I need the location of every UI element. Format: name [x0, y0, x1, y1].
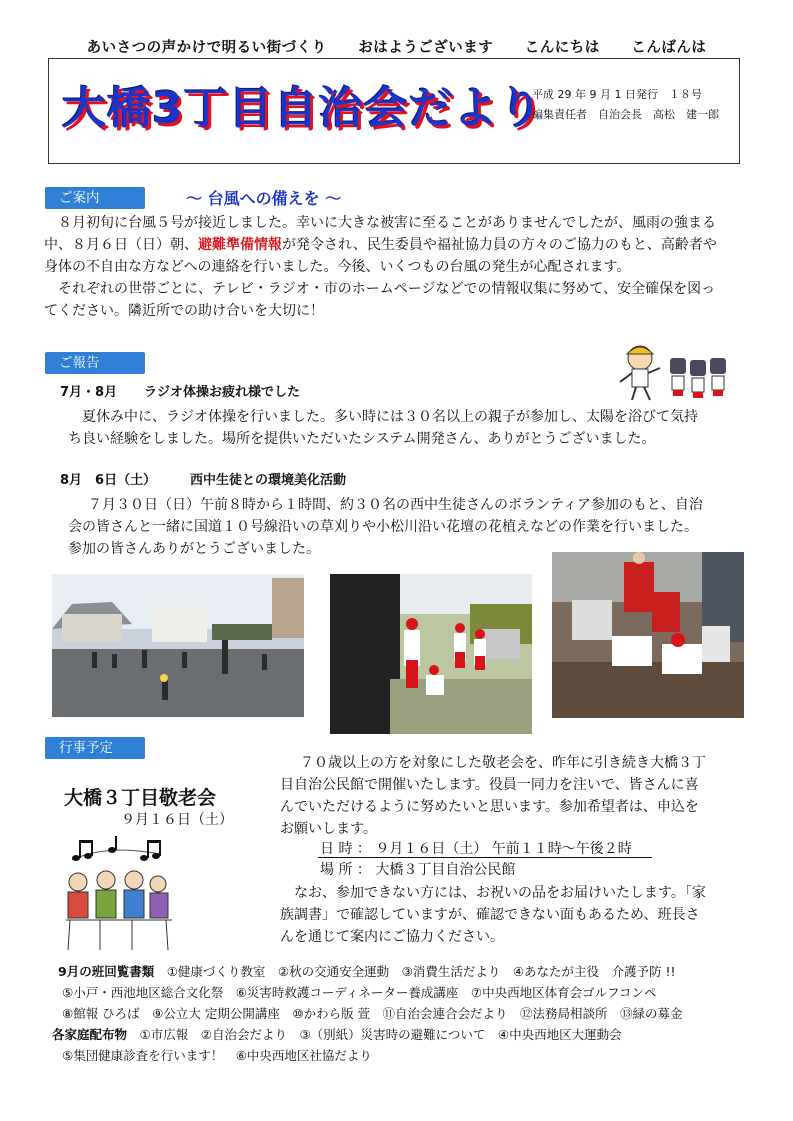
report-item1-line1: 夏休み中に、ラジオ体操を行いました。多い時には３０名以上の親子が参加し、太陽を浴びて気持	[82, 409, 698, 425]
event-line3: んでいただけるように努めたいと思います。参加希望者は、申込を	[280, 799, 699, 815]
event-body	[272, 752, 742, 840]
report-item2-line2: 会の皆さんと一緒に国道１０号線沿いの草刈りや小松川沿い花壇の花植えなどの作業を行いました。	[68, 519, 698, 535]
section-label-event: 行事予定	[45, 737, 145, 759]
event-when: 日 時 ： ９月１６日（土） 午前１１時～午後２時	[320, 841, 632, 857]
report-item1-date: 7月・8月	[60, 385, 118, 400]
section-label-report: ご報告	[45, 352, 145, 374]
notice-body	[44, 212, 756, 322]
report-item2-line1: ７月３０日（日）午前８時から１時間、約３０名の西中生徒さんのボランティア参加のもと、自治	[88, 497, 703, 513]
notice-p1-line2-post: が発令され、民生委員や福祉協力員の方々のご協力のもと、高齢者や	[282, 237, 717, 253]
photo-radio-exercise	[52, 574, 304, 717]
event-divider	[318, 857, 652, 858]
circulars-row2: ⑤小戸・西池地区総合文化祭 ⑥災害時救護コーディネーター養成講座 ⑦中央西地区体育会ゴルフコンペ	[62, 985, 657, 1000]
circulars-row5: ⑤集団健康診査を行います！ ⑥中央西地区社協だより	[62, 1048, 372, 1063]
slogan-d: こんばんは	[631, 40, 707, 56]
circulars-row1	[52, 961, 752, 982]
slogan-line	[0, 36, 793, 57]
circulars-label2: 各家庭配布物	[52, 1027, 128, 1042]
event-body-2	[280, 882, 750, 948]
notice-p1-line2	[44, 234, 756, 256]
music-notes-icon	[66, 836, 166, 868]
report-item2-date: 8月 6日（土）	[60, 473, 157, 488]
event-line4: お願いします。	[280, 821, 377, 837]
slogan-b: おはようございます	[358, 40, 494, 56]
circulars-row4	[52, 1024, 752, 1045]
report-item2-body	[68, 494, 748, 560]
notice-p2-line2: てください。隣近所での助け合いを大切に！	[44, 303, 324, 319]
event-title: 大橋３丁目敬老会	[64, 787, 217, 809]
slogan-c: こんにちは	[524, 40, 600, 56]
report-item2-line3: 参加の皆さんありがとうございました。	[68, 541, 320, 557]
circulars-label1: 9月の班回覧書類	[58, 964, 155, 979]
report-item2-title: 西中生徒との環境美化活動	[190, 473, 347, 488]
slogan-a: あいさつの声かけで明るい街づくり	[86, 40, 327, 56]
notice-p1-line1: ８月初旬に台風５号が接近しました。幸いに大きな被害に至ることがありませんでしたが、風雨の強まる	[58, 215, 716, 231]
notice-p2-line1: それぞれの世帯ごとに、テレビ・ラジオ・市のホームページなどでの情報収集に努めて、安全確保を図っ	[58, 281, 716, 297]
event-date: ９月１６日（土）	[121, 812, 233, 828]
notice-heading: ～ 台風への備えを ～	[186, 189, 342, 208]
event-where: 場 所 ： 大橋３丁目自治公民館	[320, 862, 516, 878]
masthead-info	[532, 85, 719, 125]
section-label-notice: ご案内	[45, 187, 145, 209]
editor-line: 編集責任者 自治会長 高松 建一郎	[532, 108, 719, 121]
masthead-title: 大橋3丁目自治会だより	[62, 83, 544, 134]
photo-cleanup-activity	[330, 574, 532, 734]
event-line2: 目自治公民館で開催いたします。役員一同力を注いで、皆さんに喜	[280, 777, 699, 793]
report-item1-line2: ち良い経験をしました。場所を提供いただいたシステム開発さん、ありがとうございました。	[68, 431, 656, 447]
circulars-row4-text: ①市広報 ②自治会だより ③（別紙）災害時の避難について ④中央西地区大運動会	[139, 1027, 622, 1042]
report-item1-title: ラジオ体操お疲れ様でした	[144, 385, 301, 400]
event-line1: ７０歳以上の方を対象にした敬老会を、昨年に引き続き大橋３丁	[300, 755, 706, 771]
notice-p1-line2-pre: 中、８月６日（日）朝、	[44, 237, 198, 253]
event-line6: 族調書」で確認していますが、確認できない面もあるため、班長さ	[280, 907, 700, 923]
event-line5: なお、参加できない方には、お祝いの品をお届けいたします。「家	[294, 885, 706, 901]
radio-exercise-illustration-icon	[612, 338, 732, 402]
circulars-row1-text: ①健康づくり教室 ②秋の交通安全運動 ③消費生活だより ④あなたが主役 介護予防 !!	[166, 964, 676, 979]
event-line7: んを通じて案内にご協力ください。	[280, 929, 504, 945]
notice-p1-line3: 身体の不自由な方などへの連絡を行いました。今後、いくつもの台風の発生が心配されます。	[44, 259, 631, 275]
evacuation-alert-text: 避難準備情報	[198, 237, 282, 253]
report-item1-body	[68, 406, 708, 450]
issue-line: 平成 29 年 9 月 1 日発行 １８号	[532, 88, 702, 101]
circulars-row3: ⑧館報 ひろば ⑨公立大 定期公開講座 ⑩かわら版 萱 ⑪自治会連合会だより ⑫法務局相談所 ⑬緑の募金	[62, 1006, 683, 1021]
circulars-list	[52, 961, 752, 1066]
elderly-group-illustration-icon	[60, 866, 176, 952]
photo-flower-planting	[552, 552, 744, 718]
